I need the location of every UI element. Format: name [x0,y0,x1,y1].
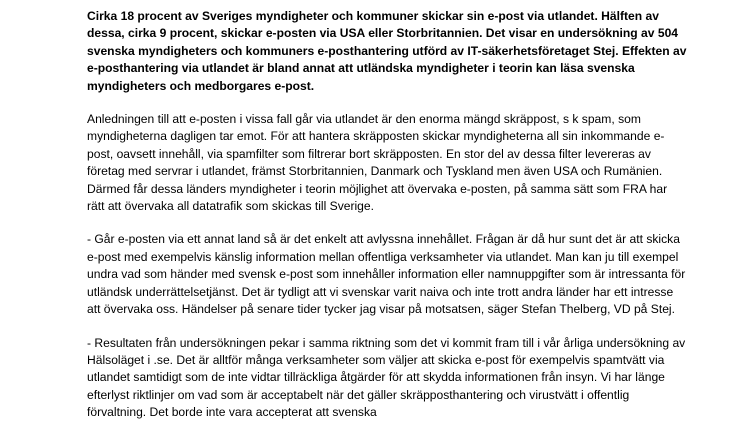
body-paragraph: - Resultaten från undersökningen pekar i samma riktning som det vi kommit fram till i vår årliga undersökning av Hälsoläget i .se. Det är alltför många verksamheter som väljer att skicka e-post för exempelvis spamtvätt via utlandet samtidigt som de inte vidtar tillräckliga åtgärder för att skydda informationen från insyn. Vi har länge efterlyst riktlinjer om vad som är acceptabelt när det gäller skräpposthantering och virustvätt i offentlig förvaltning. Det borde inte vara accepterat att svenska [87,335,686,420]
body-paragraph: Anledningen till att e-posten i vissa fall går via utlandet är den enorma mängd skräppost, s k spam, som myndigheterna dagligen tar emot. För att hantera skräpposten skickar myndigheterna all sin inkommande e-post, oavsett innehåll, via spamfilter som filtrerar bort skräpposten. En stor del av dessa filter levereras av företag med servrar i utlandet, främst Storbritannien, Danmark och Tyskland men även USA och Rumänien. Därmed får dessa länders myndigheter i teorin möjlighet att övervaka e-posten, på samma sätt som FRA har rätt att övervaka all datatrafik som skickas till Sverige. [87,112,668,214]
document-page [87,8,687,438]
lead-paragraph: Cirka 18 procent av Sveriges myndigheter och kommuner skickar sin e-post via utlandet. Hälften av dessa, cirka 9 procent, skickar e-posten via USA eller Storbritannien. Det visar en undersökning av 504 svenska myndigheters och kommuners e-posthantering utförd av IT-säkerhetsföretaget Stej. Effekten av e-posthantering via utlandet är bland annat att utländska myndigheter i teorin kan läsa svenska myndigheters och medborgares e-post. [87,9,687,93]
body-paragraph: - Går e-posten via ett annat land så är det enkelt att avlyssna innehållet. Frågan är då hur sunt det är att skicka e-post med exempelvis känslig information mellan offentliga verksamheter via utlandet. Man kan ju till exempel undra vad som händer med svensk e-post som innehåller information eller namnuppgifter som är intressanta för utländsk underrättelsetjänst. Det är tydligt att vi svenskar varit naiva och inte trott andra länder har ett intresse att övervaka oss. Händelser på senare tider tycker jag visar på motsatsen, säger Stefan Thelberg, VD på Stej. [87,232,686,317]
